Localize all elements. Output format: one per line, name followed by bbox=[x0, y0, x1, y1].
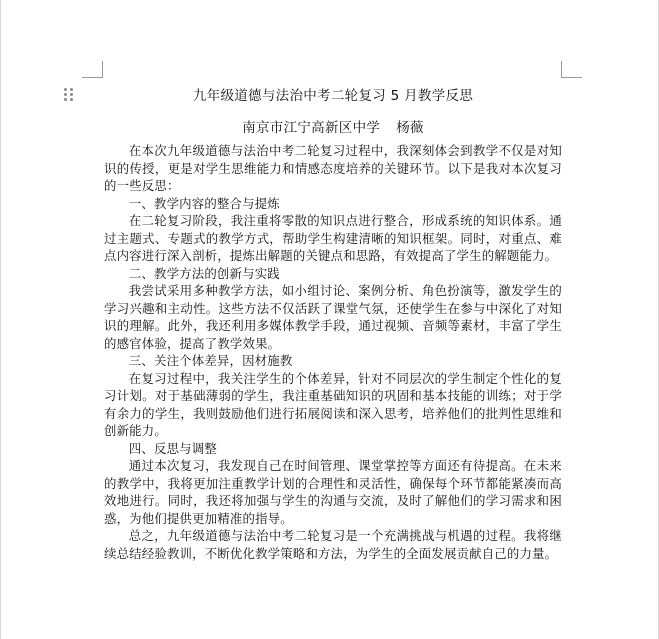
intro-paragraph: 在本次九年级道德与法治中考二轮复习过程中，我深刻体会到教学不仅是对知识的传授，更是对学生思维能力和情感态度培养的关键环节。以下是我对本次复习的一些反思： bbox=[104, 143, 562, 193]
byline-school: 南京市江宁高新区中学 bbox=[242, 120, 381, 136]
section-heading-3: 三、关注个体差异，因材施教 bbox=[128, 353, 293, 368]
section-body-1: 在二轮复习阶段，我注重将零散的知识点进行整合，形成系统的知识体系。通过主题式、专题式的教学方式，帮助学生构建清晰的知识框架。同时，对重点、难点内容进行深入剖析，提炼出解题的关键点和思路，有效提高了学生的解题能力。 bbox=[104, 213, 562, 263]
margin-corner-top-left bbox=[82, 61, 103, 78]
section-heading-1: 一、教学内容的整合与提炼 bbox=[128, 195, 280, 211]
conclusion-paragraph: 总之，九年级道德与法治中考二轮复习是一个充满挑战与机遇的过程。我将继续总结经验教训，不断优化教学策略和方法，为学生的全面发展贡献自己的力量。 bbox=[104, 528, 562, 561]
margin-corner-top-right bbox=[561, 61, 582, 78]
drag-handle-icon[interactable] bbox=[64, 88, 74, 102]
section-body-4: 通过本次复习，我发现自己在时间管理、课堂掌控等方面还有待提高。在未来的教学中，我将更加注重教学计划的合理性和灵活性，确保每个环节都能紧凑而高效地进行。同时，我还将加强与学生的沟通与交流，及时了解他们的学习需求和困惑，为他们提供更加精准的指导。 bbox=[104, 458, 562, 526]
document-body[interactable] bbox=[104, 86, 562, 562]
document-title: 九年级道德与法治中考二轮复习 5 月教学反思 bbox=[192, 88, 474, 104]
section-heading-4: 四、反思与调整 bbox=[128, 440, 217, 456]
section-body-2: 我尝试采用多种教学方法，如小组讨论、案例分析、角色扮演等，激发学生的学习兴趣和主动性。这些方法不仅活跃了课堂气氛，还使学生在参与中深化了对知识的理解。此外，我还利用多媒体教学手段，通过视频、音频等素材，丰富了学生的感官体验，提高了教学效果。 bbox=[104, 283, 562, 351]
section-body-3: 在复习过程中，我关注学生的个体差异，针对不同层次的学生制定个性化的复习计划。对于基础薄弱的学生，我注重基础知识的巩固和基本技能的训练；对于学有余力的学生，我则鼓励他们进行拓展阅读和深入思考，培养他们的批判性思维和创新能力。 bbox=[104, 370, 562, 438]
byline bbox=[104, 118, 562, 138]
section-heading-2: 二、教学方法的创新与实践 bbox=[128, 265, 280, 281]
byline-author: 杨薇 bbox=[396, 120, 424, 136]
